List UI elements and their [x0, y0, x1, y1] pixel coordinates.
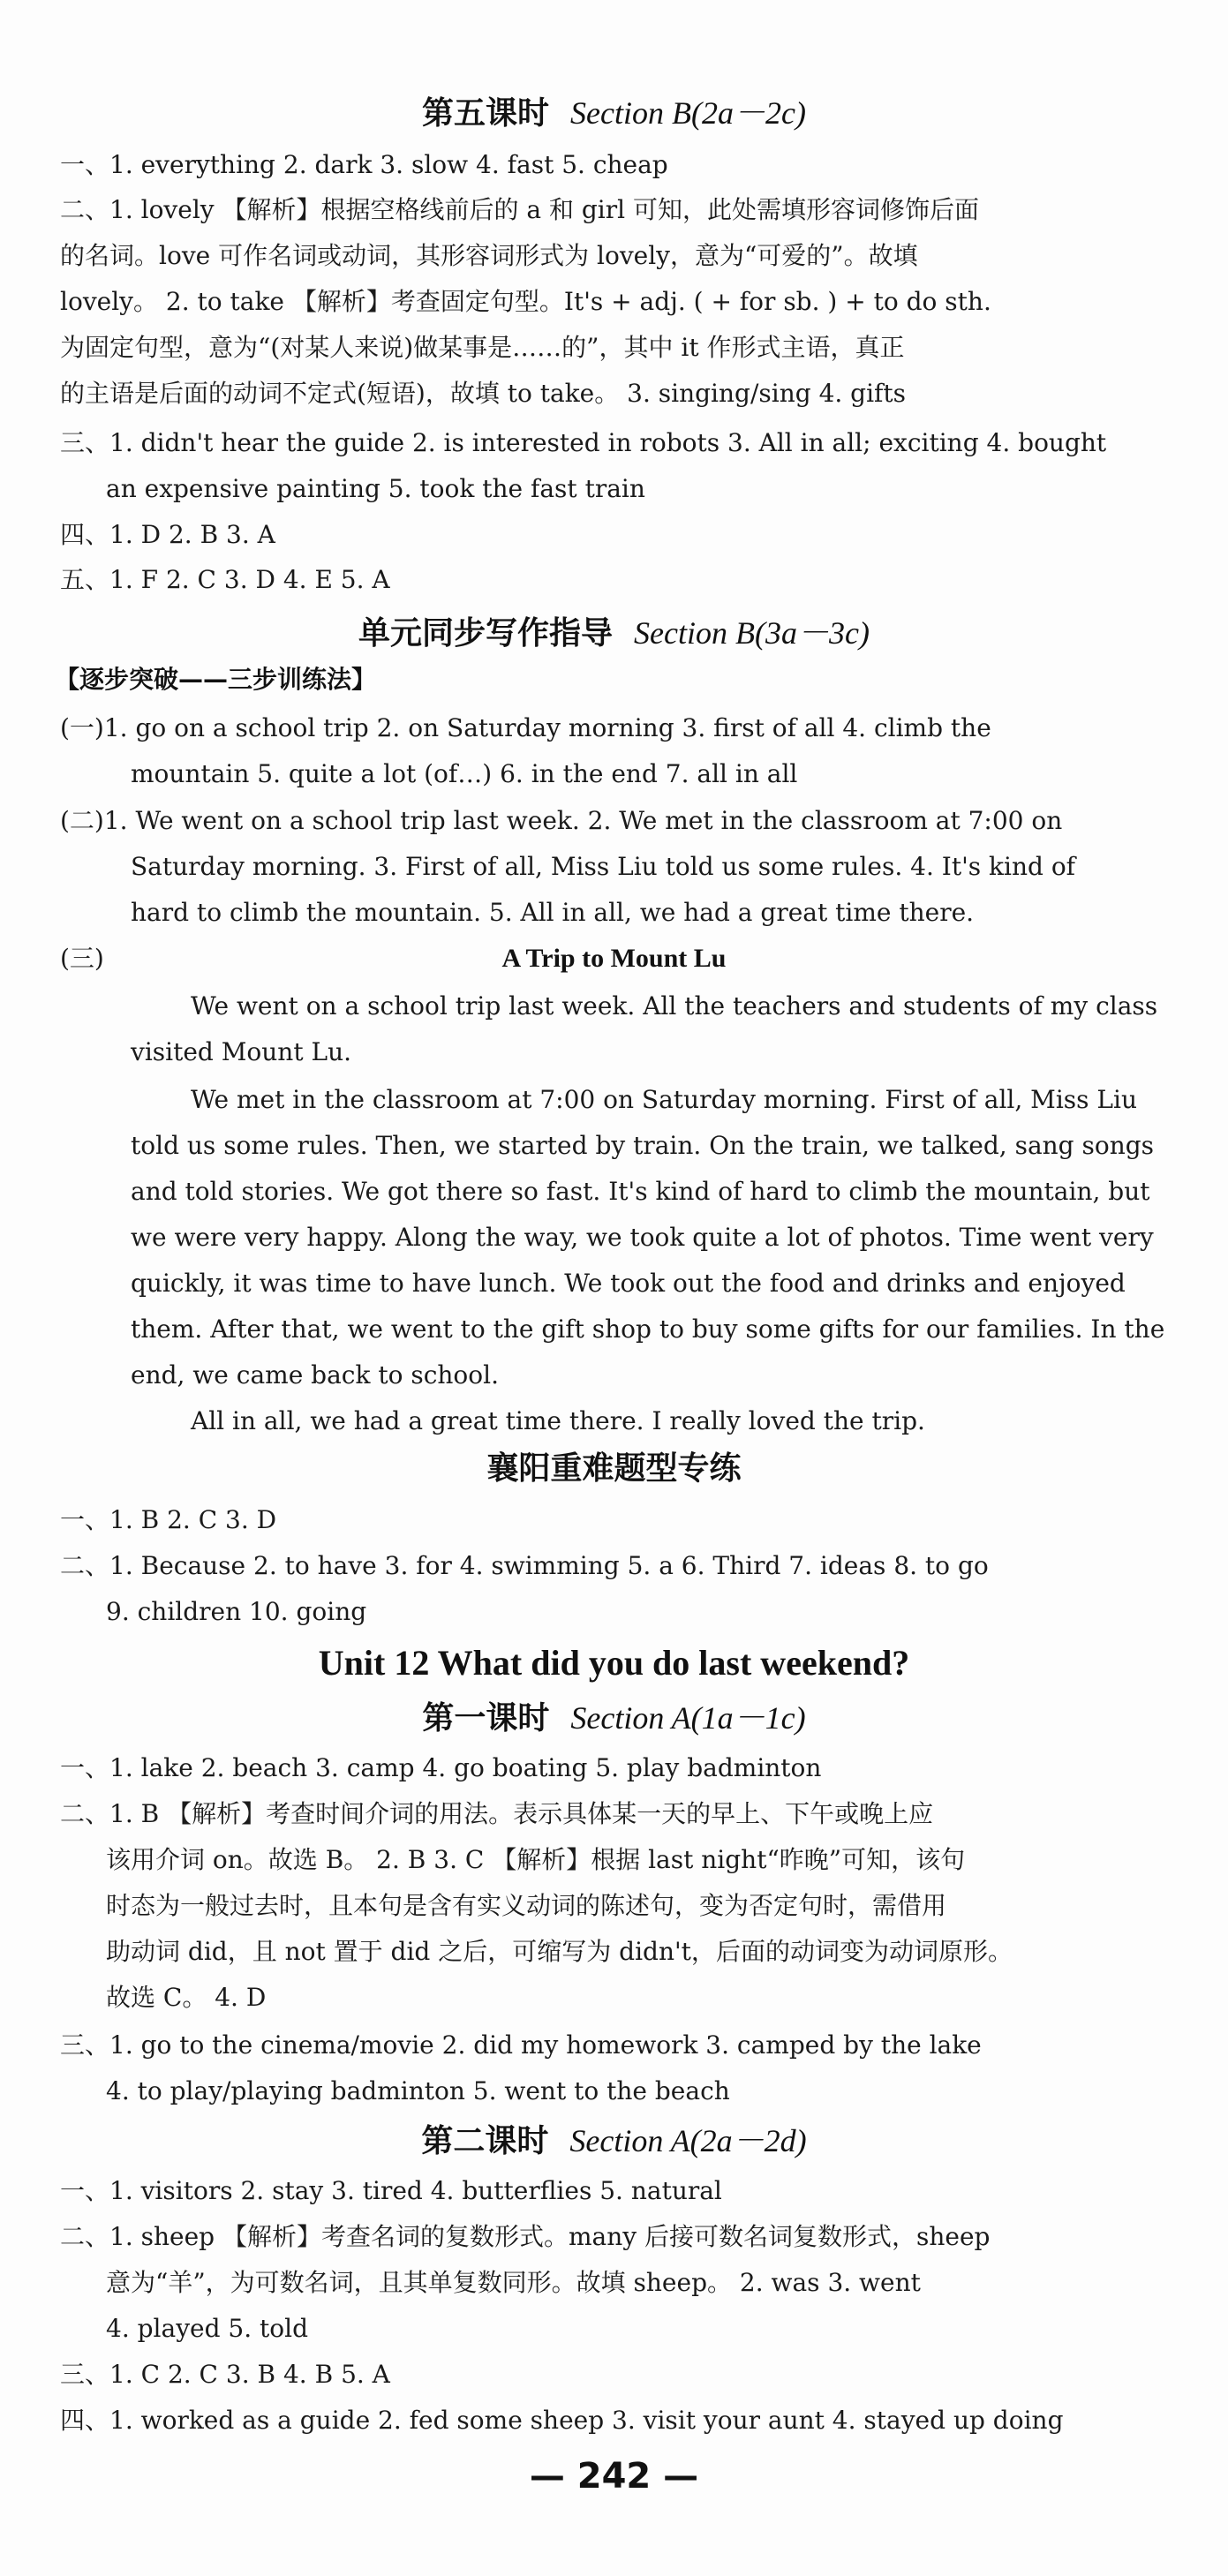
answer-line: 时态为一般过去时，且本句是含有实义动词的陈述句，变为否定句时，需借用 [106, 1891, 947, 1920]
answer-line: hard to climb the mountain. 5. All in all, we had a great time there. [131, 898, 975, 927]
essay-line: All in all, we had a great time there. I really loved the trip. [191, 1406, 925, 1435]
essay-line: quickly, it was time to have lunch. We took out the food and drinks and enjoyed [131, 1269, 1126, 1298]
answer-line: an expensive painting 5. took the fast train [106, 474, 645, 503]
answer-line: 的名词。love 可作名词或动词，其形容词形式为 lovely，意为“可爱的”。故填 [60, 241, 918, 270]
answer-line: 二、1. lovely 【解析】根据空格线前后的 a 和 girl 可知，此处需填形容词修饰后面 [60, 195, 980, 224]
answer-line: 的主语是后面的动词不定式(短语)，故填 to take。 3. singing/sing 4. gifts [60, 379, 907, 408]
essay-line: told us some rules. Then, we started by train. On the train, we talked, sang songs [131, 1131, 1155, 1160]
answer-line: 四、1. D 2. B 3. A [60, 520, 275, 549]
essay-title: A Trip to Mount Lu [501, 944, 727, 973]
answer-line: mountain 5. quite a lot (of…) 6. in the end 7. all in all [131, 759, 798, 788]
answer-line: 一、1. B 2. C 3. D [60, 1505, 277, 1534]
answer-line: lovely。 2. to take 【解析】考查固定句型。It's + adj. ( + for sb. ) + to do sth. [60, 287, 991, 316]
answer-line: 三、1. C 2. C 3. B 4. B 5. A [60, 2360, 390, 2389]
answer-line: (三) [60, 944, 104, 973]
answer-line: 一、1. everything 2. dark 3. slow 4. fast 5. cheap [60, 150, 668, 179]
essay-line: We met in the classroom at 7:00 on Saturday morning. First of all, Miss Liu [191, 1085, 1137, 1114]
answer-line: 意为“羊”，为可数名词，且其单复数同形。故填 sheep。 2. was 3. went [106, 2268, 921, 2297]
answer-line: 一、1. lake 2. beach 3. camp 4. go boating 5. play badminton [60, 1753, 822, 1782]
essay-line: and told stories. We got there so fast. It's kind of hard to climb the mountain, but [131, 1177, 1150, 1206]
essay-line: them. After that, we went to the gift shop to buy some gifts for our families. In the [131, 1314, 1165, 1344]
essay-line: visited Mount Lu. [131, 1037, 352, 1066]
answer-line: 二、1. B 【解析】考查时间介词的用法。表示具体某一天的早上、下午或晚上应 [60, 1799, 934, 1828]
answer-line: 4. to play/playing badminton 5. went to the beach [106, 2076, 730, 2105]
answer-line: 五、1. F 2. C 3. D 4. E 5. A [60, 565, 390, 594]
answer-line: 三、1. go to the cinema/movie 2. did my homework 3. camped by the lake [60, 2030, 982, 2060]
subheading: 【逐步突破——三步训练法】 [55, 665, 377, 694]
section-heading: 单元同步写作指导 Section B(3a－3c) [358, 615, 870, 652]
section-heading: 第一课时 Section A(1a－1c) [422, 1700, 806, 1736]
essay-line: We went on a school trip last week. All the teachers and students of my class [191, 991, 1158, 1021]
answer-line: 故选 C。 4. D [106, 1983, 267, 2012]
answer-line: 二、1. sheep 【解析】考查名词的复数形式。many 后接可数名词复数形式，sheep [60, 2222, 991, 2251]
answer-line: 该用介词 on。故选 B。 2. B 3. C 【解析】根据 last night“昨晚”可知，该句 [106, 1845, 966, 1874]
essay-line: end, we came back to school. [131, 1360, 499, 1390]
unit-title: Unit 12 What did you do last weekend? [318, 1643, 910, 1683]
answer-line: 9. children 10. going [106, 1597, 367, 1626]
answer-line: 二、1. Because 2. to have 3. for 4. swimming 5. a 6. Third 7. ideas 8. to go [60, 1551, 989, 1580]
section-heading: 襄阳重难题型专练 [486, 1450, 742, 1487]
answer-line: 为固定句型，意为“(对某人来说)做某事是……的”，其中 it 作形式主语，真正 [60, 333, 905, 362]
section-heading: 第五课时 Section B(2a－2c) [422, 95, 806, 132]
answer-line: 4. played 5. told [106, 2314, 309, 2343]
answer-line: 一、1. visitors 2. stay 3. tired 4. butterflies 5. natural [60, 2176, 722, 2205]
section-heading: 第二课时 Section A(2a－2d) [421, 2123, 807, 2159]
answer-line: 四、1. worked as a guide 2. fed some sheep 3. visit your aunt 4. stayed up doing [60, 2406, 1064, 2435]
answer-line: 三、1. didn't hear the guide 2. is interested in robots 3. All in all; exciting 4. bought [60, 428, 1107, 457]
answer-line: (一)1. go on a school trip 2. on Saturday morning 3. first of all 4. climb the [60, 713, 991, 742]
answer-line: 助动词 did，且 not 置于 did 之后，可缩写为 didn't，后面的动词变为动词原形。 [106, 1937, 1013, 1966]
answer-line: Saturday morning. 3. First of all, Miss Liu told us some rules. 4. It's kind of [131, 852, 1076, 881]
essay-line: we were very happy. Along the way, we took quite a lot of photos. Time went very [131, 1223, 1154, 1252]
answer-line: (二)1. We went on a school trip last week. 2. We met in the classroom at 7:00 on [60, 806, 1063, 835]
page-number: — 242 — [529, 2456, 699, 2497]
